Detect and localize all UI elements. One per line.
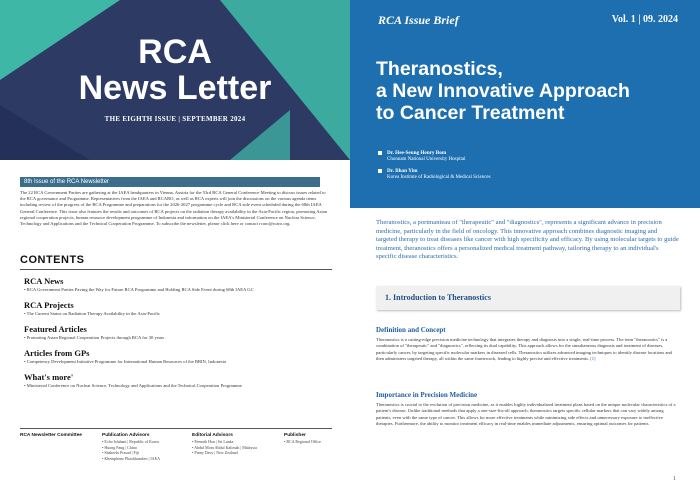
newsletter-header <box>0 0 350 160</box>
author-entry <box>378 150 678 163</box>
article-title-line: Theranostics, <box>376 58 503 80</box>
abstract: Theranostics, a portmanteau of "therapeutic" and "diagnostics", represents a significant advance in precision medicine, particularly in the field of oncology. This innovative approach combines diagnostic imaging and targeted therapy to treat diseases like cancer with high specificity and efficacy. By using molecular targets to guide treatment, theranostics offers a personalized medical treatment pathway, tailoring therapy to an individual's specific disease characteristics. <box>376 219 679 261</box>
reference-link[interactable]: [1] <box>590 355 596 361</box>
toc-item-rca-projects[interactable] <box>24 300 334 317</box>
divider <box>20 269 332 270</box>
newsletter-title-line1: RCA <box>138 33 212 71</box>
page-number: 1 <box>673 476 676 482</box>
article-title-line: a New Innovative Approach <box>376 80 630 102</box>
author-affiliation: Chonnam National University Hospital <box>387 156 466 162</box>
divider <box>20 428 332 429</box>
decor-triangle <box>0 105 90 160</box>
publication-advisors-heading: Publication Advisors <box>102 433 150 438</box>
intro-paragraph: The 22 RCA Government Parties are gathering at the IAEA headquarters in Vienna, Austria for the 53rd RCA General Conference Meeting to discuss issues related to the RCA governance and Programme. Representatives from the IAEA and RCARO, as well as RCA experts will join the discussions on the various agenda items including review of the progress of the RCA Programme and preparations for the 2026-2027 programme cycle and RCA side event scheduled during the 68th IAEA General Conference. This issue also features the results and outcomes of RCA projects on the radiation therapy availability in the Asia-Pacific region, promoting Asian regional cooperation projects, human resource development programme of Indonesia and information on the IAEA's Ministerial Conference on Nuclear Science, Technology and Applications and the Technical Cooperation Programme. To subscribe the newsletter, please click here or contact rcaro@rcaro.org. <box>20 190 327 227</box>
publisher <box>284 432 321 445</box>
toc-item-articles-from-gps[interactable] <box>24 348 334 365</box>
advisor-entry: • Peenath Hon | Sri Lanka <box>192 439 234 444</box>
editorial-advisors-heading: Editorial Advisors <box>192 433 233 438</box>
subheading-definition: Definition and Concept <box>376 326 446 334</box>
author-affiliation: Korea Institute of Radiological & Medical Sciences <box>387 174 491 180</box>
contents-title: CONTENTS <box>20 254 85 266</box>
section-heading: 1. Introduction to Theranostics <box>385 293 491 302</box>
advisor-entry: • Echo Isfahani | Republic of Korea <box>102 439 159 444</box>
author-name: Dr. Hee-Seung Henry Bom <box>387 150 447 156</box>
toc-item-featured-articles[interactable] <box>24 324 334 341</box>
toc-heading: RCA Projects <box>24 300 74 310</box>
toc-heading: What's more' <box>24 372 74 382</box>
paragraph-text: Theranostics is a cutting-edge precision medicine technology that integrates therapy and diagnosis into a single, real-time process. The term "theranostics" is a combination of "therapeutic" and "diagnostics", reflecting its dual capability. This approach allows for the simultaneous diagnosis and treatment of diseases, particularly cancer, by targeting specific molecular markers in diseased cells. Theranostics utilizes advanced imaging techniques to identify disease locations and then administers targeted therapy, all within the same framework, leading to highly precise and effective treatments. <box>376 337 672 361</box>
publication-advisors <box>102 432 160 461</box>
bullet-icon <box>378 151 382 155</box>
toc-item-rca-news[interactable] <box>24 276 334 293</box>
toc-heading: Articles from GPs <box>24 348 90 358</box>
advisor-entry: • Pinny Davy | New Zealand <box>192 450 238 456</box>
toc-subitem: • Competency Development Initiative Programme for International Human Resources of the BRIN, Indonesia <box>24 359 227 364</box>
issue-brief-page <box>350 0 700 495</box>
editorial-advisors <box>192 432 257 456</box>
bullet-icon <box>378 169 382 173</box>
toc-item-whats-more[interactable] <box>24 372 334 389</box>
volume-number: Vol. 1 | 09. 2024 <box>611 14 678 25</box>
paragraph-importance: Theranostics is crucial to the evolution of precision medicine, as it enables highly individualized treatment plans based on the unique molecular characteristics of a patient's disease. Unlike traditional methods that apply a one-size-fits-all approach, theranostics targets specific cellular markers that can vary widely among patients, even with the same type of cancer. This allows for more effective treatments while minimizing side effects and unnecessary exposure to ineffective therapies. Furthermore, the ability to monitor treatment efficacy in real-time enables immediate adjustments, ensuring optimal outcomes for patients. <box>376 402 676 426</box>
toc-heading: Featured Articles <box>24 324 87 334</box>
toc-subitem: • Promoting Asian Regional Cooperation Projects through RCA for 30 years <box>24 335 165 340</box>
paragraph-definition <box>376 337 680 362</box>
issue-brief-label: RCA Issue Brief <box>378 13 459 27</box>
author-name: Dr. Ilhan Yim <box>387 168 418 174</box>
advisor-entry: • Khemphone Phaokhamkeo | IAEA <box>102 455 160 461</box>
issue-brief-header <box>350 0 700 208</box>
table-of-contents <box>24 276 334 396</box>
advisor-entry: • Huong Pang | China <box>102 444 137 450</box>
author-entry <box>378 168 678 181</box>
newsletter-issue: THE EIGHTH ISSUE | SEPTEMBER 2024 <box>104 115 246 123</box>
toc-subitem: • RCA Government Parties Paving the Way for Future RCA Programme and Holding RCA Side Event during 68th IAEA GC <box>24 287 254 292</box>
publisher-entry: • RCA Regional Office <box>284 439 321 444</box>
publisher-heading: Publisher <box>284 433 306 438</box>
advisor-entry: • Abdul Mom Abdul Kalimah | Malaysia <box>192 444 257 450</box>
advisor-entry: • Shakeelu Prasad | Fiji <box>102 450 140 456</box>
authors <box>378 150 678 186</box>
toc-subitem: • Ministerial Conference on Nuclear Science, Technology and Applications and the Technical Cooperation Programme <box>24 383 242 388</box>
toc-heading: RCA News <box>24 276 64 286</box>
article-title <box>376 58 686 124</box>
toc-subitem: • The Current Status on Radiation Therapy Availability in the Asia-Pacific <box>24 311 161 316</box>
issue-section-label: 8th Issue of the RCA Newsletter <box>20 177 320 187</box>
committee-title: RCA Newsletter Committee <box>20 433 82 438</box>
article-title-line: to Cancer Treatment <box>376 102 565 124</box>
subheading-importance: Importance in Precision Medicine <box>376 391 478 399</box>
newsletter-title-line2: News Letter <box>78 69 272 107</box>
section-heading-box <box>376 286 680 310</box>
committee-title-col <box>20 432 82 439</box>
